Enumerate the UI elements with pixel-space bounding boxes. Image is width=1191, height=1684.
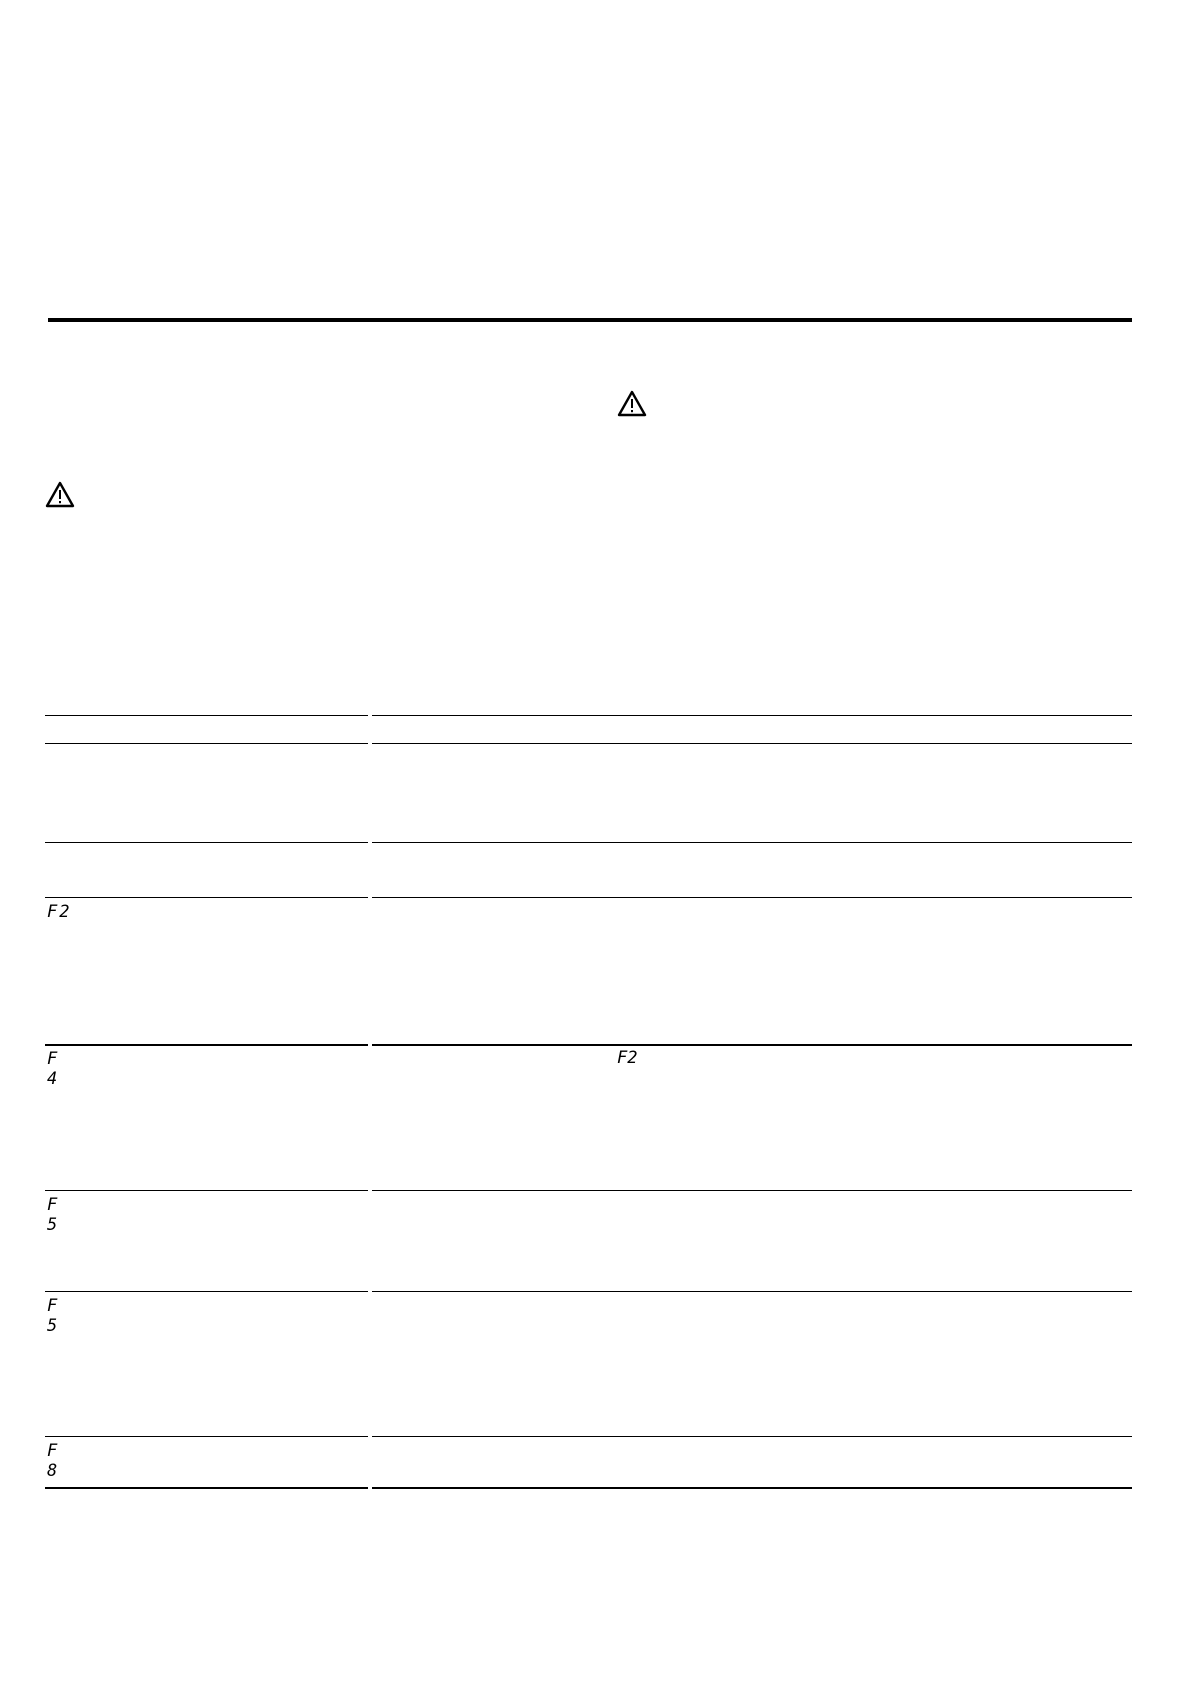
warning-triangle-icon	[617, 390, 647, 417]
error-code: F2	[47, 902, 72, 922]
table-top-rule	[45, 715, 1132, 716]
table-row-rule	[45, 1291, 1132, 1292]
table-row-rule	[45, 842, 1132, 843]
table-row-rule	[45, 1190, 1132, 1191]
table-row-rule	[45, 1436, 1132, 1437]
error-code: F 8	[47, 1441, 60, 1481]
table-header-rule	[45, 743, 1132, 744]
error-code: F 4	[47, 1049, 60, 1089]
error-code: F 5	[47, 1195, 60, 1235]
table-bottom-rule	[45, 1487, 1132, 1489]
inline-error-code: F2	[617, 1048, 638, 1068]
table-row-rule	[45, 897, 1132, 898]
error-code: F 5	[47, 1296, 60, 1336]
header-rule	[48, 318, 1132, 322]
warning-triangle-icon	[45, 481, 75, 508]
table-row-rule	[45, 1044, 1132, 1046]
